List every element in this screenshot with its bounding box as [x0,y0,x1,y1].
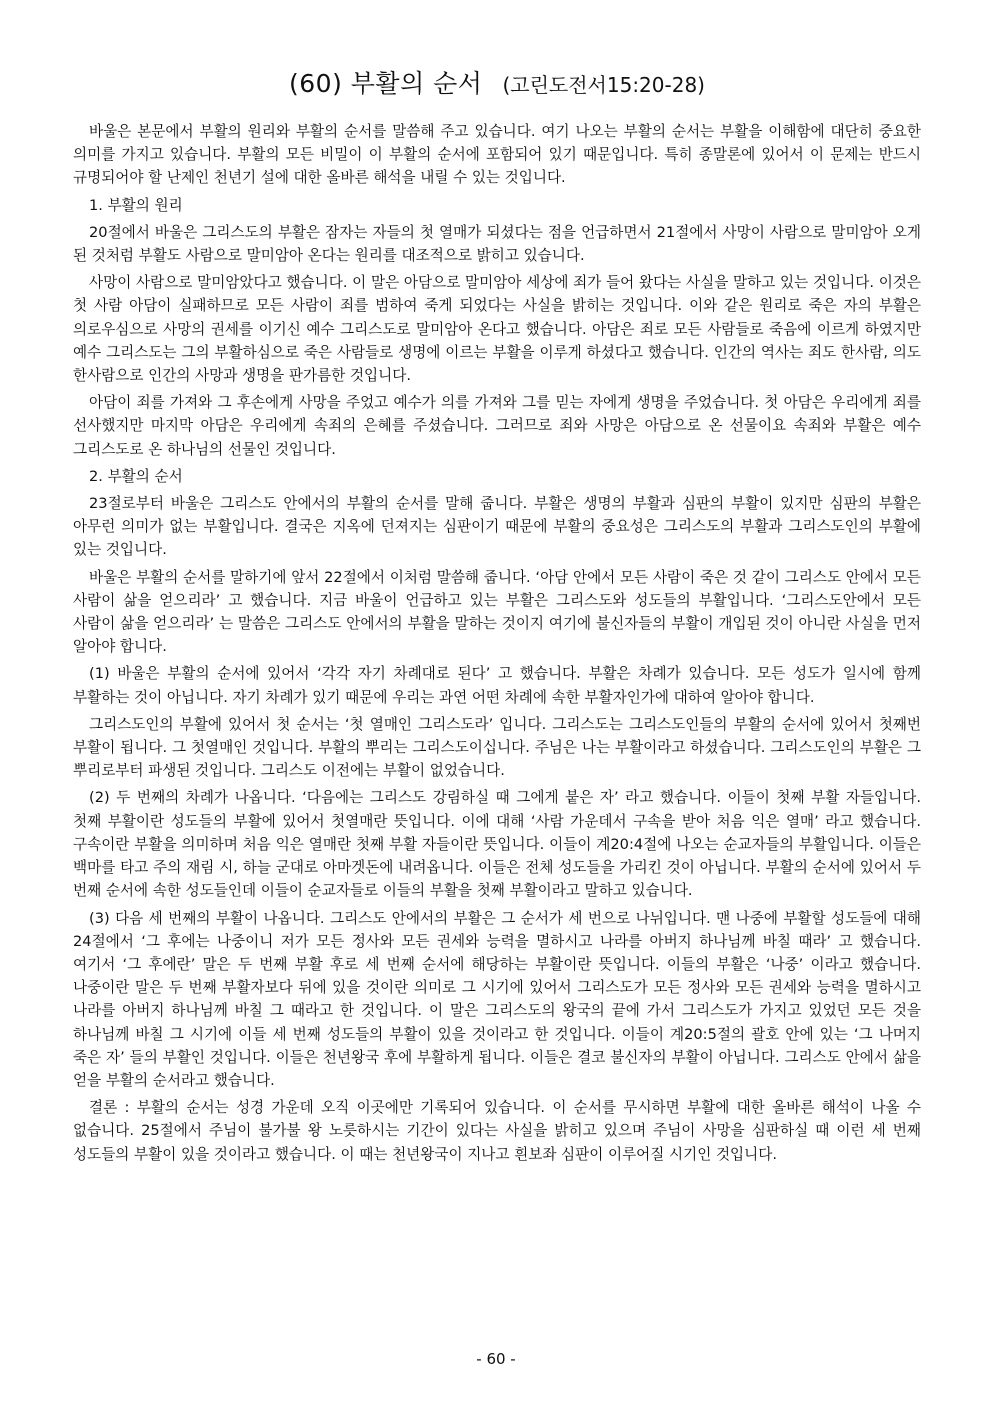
section-heading-order: 2. 부활의 순서 [89,467,183,485]
document-body [73,120,921,1166]
page-number: - 60 - [476,1350,516,1368]
paragraph: 바울은 부활의 순서를 말하기에 앞서 22절에서 이처럼 말씀해 줍니다. ‘아담 안에서 모든 사람이 죽은 것 같이 그리스도 안에서 모든 사람이 삶을 얻으리라’ 고 했습니다. 지금 바울이 언급하고 있는 부활은 그리스도와 성도들의 부활입니다. ‘그리스도안에서 모든 사람이 삶을 얻으리라’ 는 말씀은 그리스도 안에서의 부활을 말하는 것이지 여기에 불신자들의 부활이 개입된 것이 아니란 사실을 먼저 알아야 합니다. [73,568,921,656]
page-title [73,64,921,100]
paragraph: (3) 다음 세 번째의 부활이 나옵니다. 그리스도 안에서의 부활은 그 순서가 세 번으로 나뉘입니다. 맨 나중에 부활할 성도들에 대해 24절에서 ‘그 후에는 나중이니 저가 모든 정사와 모든 권세와 능력을 멸하시고 나라를 아버지 하나님께 바칠 때라’ 고 했습니다. 여기서 ‘그 후에란’ 말은 두 번째 부활 후로 세 번째 순서에 해당하는 부활이란 뜻입니다. 이들의 부활은 ‘나중’ 이라고 했습니다. 나중이란 말은 두 번째 부활자보다 뒤에 있을 것이란 의미로 그 시기에 있어서 그리스도가 모든 정사와 모든 권세와 능력을 멸하시고 나라를 아버지 하나님께 바칠 그 때라고 한 것입니다. 이 말은 그리스도의 왕국의 끝에 가서 그리스도가 가지고 있었던 모든 것을 하나님께 바칠 그 시기에 이들 세 번째 성도들의 부활이 있을 것이라고 한 것입니다. 이들이 계20:5절의 괄호 안에 있는 ‘그 나머지 죽은 자’ 들의 부활인 것입니다. 이들은 천년왕국 후에 부활하게 됩니다. 이들은 결코 불신자의 부활이 아닙니다. 그리스도 안에서 삶을 얻을 부활의 순서라고 했습니다. [73,909,921,1089]
paragraph: 23절로부터 바울은 그리스도 안에서의 부활의 순서를 말해 줍니다. 부활은 생명의 부활과 심판의 부활이 있지만 심판의 부활은 아무런 의미가 없는 부활입니다. 결국은 지옥에 던져지는 심판이기 때문에 부활의 중요성은 그리스도의 부활과 그리스도인의 부활에 있는 것입니다. [73,495,921,559]
paragraph-conclusion: 결론 : 부활의 순서는 성경 가운데 오직 이곳에만 기록되어 있습니다. 이 순서를 무시하면 부활에 대한 올바른 해석이 나올 수 없습니다. 25절에서 주님이 불가불 왕 노릇하시는 기간이 있다는 사실을 밝히고 있으며 주님이 사망을 심판하실 때 이런 세 번째 성도들의 부활이 있을 것이라고 했습니다. 이 때는 천년왕국이 지나고 흰보좌 심판이 이루어질 시기인 것입니다. [73,1099,921,1163]
paragraph: 사망이 사람으로 말미암았다고 했습니다. 이 말은 아담으로 말미암아 세상에 죄가 들어 왔다는 사실을 말하고 있는 것입니다. 이것은 첫 사람 아담이 실패하므로 모든 사람이 죄를 범하여 죽게 되었다는 사실을 밝히는 것입니다. 이와 같은 원리로 죽은 자의 부활은 의로우심으로 사망의 권세를 이기신 예수 그리스도로 말미암아 온다고 했습니다. 아담은 죄로 모든 사람들로 죽음에 이르게 하였지만 예수 그리스도는 그의 부활하심으로 죽은 사람들로 생명에 이르는 부활을 이루게 하셨다고 했습니다. 인간의 역사는 죄도 한사람, 의도 한사람으로 인간의 사망과 생명을 판가름한 것입니다. [73,274,921,385]
paragraph-intro: 바울은 본문에서 부활의 원리와 부활의 순서를 말씀해 주고 있습니다. 여기 나오는 부활의 순서는 부활을 이해함에 대단히 중요한 의미를 가지고 있습니다. 부활의 모든 비밀이 이 부활의 순서에 포함되어 있기 때문입니다. 특히 종말론에 있어서 이 문제는 반드시 규명되어야 할 난제인 천년기 설에 대한 올바른 해석을 내릴 수 있는 것입니다. [73,123,921,187]
title-reference: (고린도전서15:20-28) [502,73,705,97]
paragraph: (1) 바울은 부활의 순서에 있어서 ‘각각 자기 차례대로 된다’ 고 했습니다. 부활은 차례가 있습니다. 모든 성도가 일시에 함께 부활하는 것이 아닙니다. 자기 차례가 있기 때문에 우리는 과연 어떤 차례에 속한 부활자인가에 대하여 알아야 합니다. [73,665,921,706]
paragraph: 아담이 죄를 가져와 그 후손에게 사망을 주었고 예수가 의를 가져와 그를 믿는 자에게 생명을 주었습니다. 첫 아담은 우리에게 죄를 선사했지만 마지막 아담은 우리에게 속죄의 은혜를 주셨습니다. 그러므로 죄와 사망은 아담으로 온 선물이요 속죄와 부활은 예수 그리스도로 온 하나님의 선물인 것입니다. [73,394,921,458]
paragraph: 20절에서 바울은 그리스도의 부활은 잠자는 자들의 첫 열매가 되셨다는 점을 언급하면서 21절에서 사망이 사람으로 말미암아 오게 된 것처럼 부활도 사람으로 말미암아 온다는 원리를 대조적으로 밝히고 있습니다. [73,223,921,265]
title-main: (60) 부활의 순서 [289,69,483,98]
paragraph: (2) 두 번째의 차례가 나옵니다. ‘다음에는 그리스도 강림하실 때 그에게 붙은 자’ 라고 했습니다. 이들이 첫째 부활 자들입니다. 첫째 부활이란 성도들의 부활에 있어서 첫열매란 뜻입니다. 이에 대해 ‘사람 가운데서 구속을 받아 처음 익은 열매’ 라고 했습니다. 구속이란 부활을 의미하며 처음 익은 열매란 첫째 부활 자들이란 뜻입니다. 이들이 계20:4절에 나오는 순교자들의 부활입니다. 이들은 백마를 타고 주의 재림 시, 하늘 군대로 아마겟돈에 내려옵니다. 이들은 전체 성도들을 가리킨 것이 아닙니다. 부활의 순서에 있어서 두 번째 순서에 속한 성도들인데 이들이 순교자들로 이들의 부활을 첫째 부활이라고 말하고 있습니다. [73,789,921,900]
section-heading-principle: 1. 부활의 원리 [89,196,183,214]
paragraph: 그리스도인의 부활에 있어서 첫 순서는 ‘첫 열매인 그리스도라’ 입니다. 그리스도는 그리스도인들의 부활의 순서에 있어서 첫째번 부활이 됩니다. 그 첫열매인 것입니다. 부활의 뿌리는 그리스도이십니다. 주님은 나는 부활이라고 하셨습니다. 그리스도인의 부활은 그 뿌리로부터 파생된 것입니다. 그리스도 이전에는 부활이 없었습니다. [73,715,921,780]
